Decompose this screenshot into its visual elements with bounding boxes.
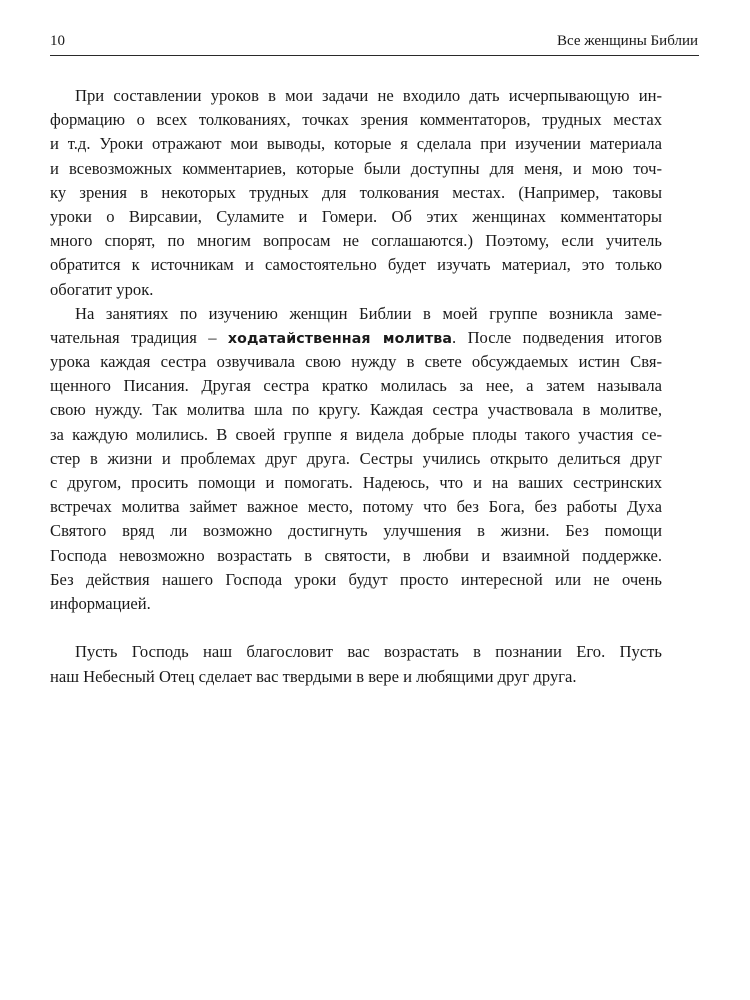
text-line: наш Небесный Отец сделает вас твердыми в вере и любящими друг друга.	[50, 666, 577, 686]
body-text	[50, 84, 662, 689]
text-line: уроки о Вирсавии, Суламите и Гомери. Об этих женщинах комментаторы	[50, 206, 662, 226]
text-line: информацией.	[50, 593, 151, 613]
text-line: При составлении уроков в мои задачи не входило дать исчерпывающую ин-	[75, 86, 662, 105]
text-line: и т.д. Уроки отражают мои выводы, которые я сделала при изучении материала	[50, 134, 662, 154]
text-line	[50, 326, 662, 350]
text-line: обогатит урок.	[50, 279, 154, 299]
emphasis-term: ходатайственная молитва	[227, 330, 453, 347]
header-rule	[50, 55, 699, 56]
text-run: чательная традиция –	[50, 327, 228, 347]
paragraph-1	[50, 84, 662, 302]
text-line: встречах молитва займет важное место, потому что без Бога, без работы Духа	[50, 497, 662, 517]
paragraph-3	[50, 640, 662, 688]
paragraph-2	[50, 302, 662, 641]
text-run: . После подведения итогов	[452, 327, 662, 347]
running-head	[50, 31, 698, 53]
page-number: 10	[50, 33, 65, 49]
text-line: урока каждая сестра озвучивала свою нужду в свете обсуждаемых истин Свя-	[50, 352, 662, 372]
text-line: и всевозможных комментариев, которые были доступны для меня, и мою точ-	[50, 158, 662, 178]
text-line: На занятиях по изучению женщин Библии в моей группе возникла заме-	[75, 303, 662, 323]
text-line: ку зрения в некоторых трудных для толкования местах. (Например, таковы	[50, 182, 662, 202]
text-line	[50, 616, 662, 640]
text-line: Господа невозможно возрастать в святости, в любви и взаимной поддержке.	[50, 545, 662, 565]
text-line: обратится к источникам и самостоятельно будет изучать материал, это только	[50, 255, 662, 275]
text-line: много спорят, по многим вопросам не соглашаются.) Поэтому, если учитель	[50, 231, 662, 251]
text-line: Пусть Господь наш благословит вас возрастать в познании Его. Пусть	[75, 642, 662, 662]
text-line: щенного Писания. Другая сестра кратко молилась за нее, а затем называла	[50, 376, 662, 396]
text-line: формацию о всех толкованиях, точках зрения комментаторов, трудных местах	[50, 110, 662, 130]
text-line: Святого вряд ли возможно достигнуть улучшения в жизни. Без помощи	[50, 521, 662, 541]
running-title: Все женщины Библии	[557, 33, 698, 49]
text-line: свою нужду. Так молитва шла по кругу. Каждая сестра участвовала в молитве,	[50, 400, 662, 420]
text-line: стер в жизни и проблемах друг друга. Сестры учились открыто делиться друг	[50, 448, 662, 468]
text-line: с другом, просить помощи и помогать. Надеюсь, что и на ваших сестринских	[50, 473, 662, 492]
text-line: за каждую молились. В своей группе я видела добрые плоды такого участия се-	[50, 424, 662, 444]
text-line: Без действия нашего Господа уроки будут просто интересной или не очень	[50, 569, 662, 589]
